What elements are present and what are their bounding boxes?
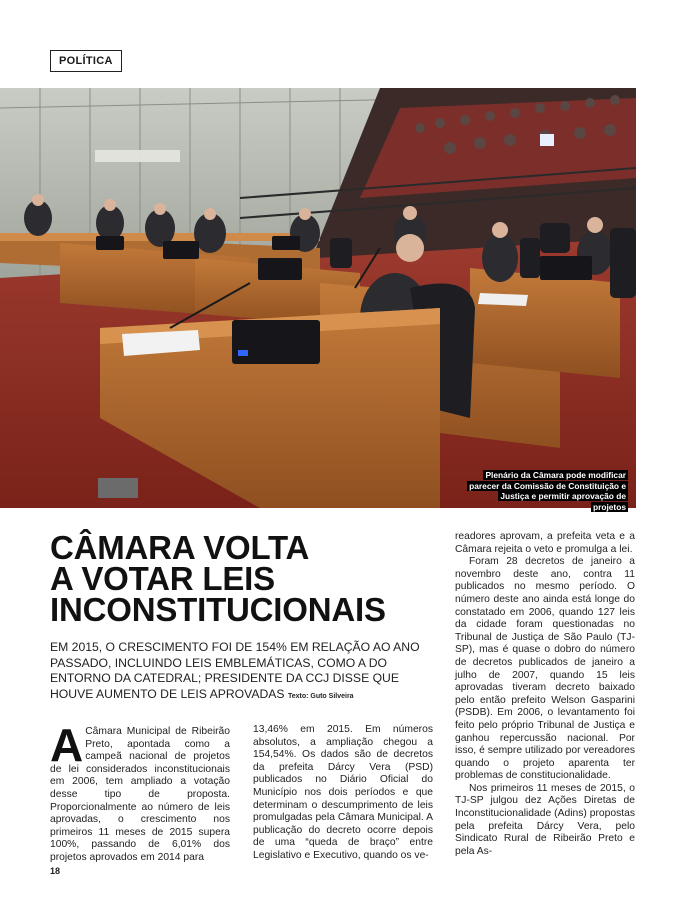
article-column-3 (455, 531, 635, 858)
deck-text: EM 2015, O CRESCIMENTO FOI DE 154% EM RELAÇÃO AO ANO PASSADO, INCLUINDO LEIS EMBLEMÁTICAS, COMO A DO ENTORNO DA CATEDRAL; PRESIDENTE DA CCJ DISSE QUE HOUVE AUMENTO DE LEIS APROVADAS (50, 640, 420, 701)
article-column-1 (50, 719, 230, 865)
headline (50, 529, 440, 628)
author-credit: Texto: Guto Silveira (287, 692, 354, 700)
paragraph: Foram 28 decretos de janeiro a novembro deste ano, contra 11 publicados no mesmo período. O número deste ano ainda está longe do constatado em 2006, quando 127 leis da cidade foram questionadas no Tribunal de Justiça de São Paulo (TJ-SP), mas é quase o dobro do número de decretos publicados de janeiro a julho de 2007, quando 15 leis aprovadas tiveram decreto baixado pelo então prefeito Welson Gasparini (PSDB). Em 2006, o levantamento foi feito pelo próprio Tribunal de Justiça e ganhou repercussão nacional. Por isso, é sempre utilizado por vereadores quando o projeto aparenta ter problemas de constitucionalidade. (455, 556, 635, 782)
drop-cap: A (50, 719, 84, 771)
photo-caption: Plenário da Câmara pode modificar parecer da Comissão de Constituição e Justiça e permitir aprovação de projetos (469, 470, 626, 512)
page-number: 18 (50, 866, 61, 876)
section-tag: POLÍTICA (50, 50, 122, 72)
deck (50, 640, 440, 704)
paragraph: 13,46% em 2015. Em números absolutos, a ampliação chegou a 154,54%. Os dados são de decretos da prefeita Dárcy Vera (PSD) publicados no Diário Oficial do Município nos dois períodos e que determinam o descumprimento de leis promulgadas pela Câmara Municipal. A publicação do decreto ocorre depois de uma “queda de braço” entre Legislativo e Executivo, quando os ve- (253, 724, 433, 861)
paragraph: Nos primeiros 11 meses de 2015, o TJ-SP julgou dez Ações Diretas de Inconstitucionalidade (Adins) propostas pela prefeita Dárcy Vera, pelo Sindicato Rural de Ribeirão Preto e pela As- (455, 782, 635, 857)
paragraph: readores aprovam, a prefeita veta e a Câmara rejeita o veto e promulga a lei. (455, 531, 635, 555)
headline-line-3: INCONSTITUCIONAIS (50, 591, 386, 628)
paragraph: Câmara Municipal de Ribeirão Preto, apontada como a campeã nacional de projetos de lei considerados inconstitucionais em 2006, tem ampliado a votação desse tipo de proposta. Proporcionalmente ao número de leis aprovadas, o crescimento nos primeiros 11 meses de 2015 supera 100%, passando de 6,01% dos projetos aprovados em 2014 para (50, 726, 230, 863)
article-column-2 (253, 724, 433, 863)
headline-line-2: A VOTAR LEIS (50, 560, 275, 597)
chamber-photo (0, 88, 636, 508)
headline-line-1: CÂMARA VOLTA (50, 529, 310, 566)
